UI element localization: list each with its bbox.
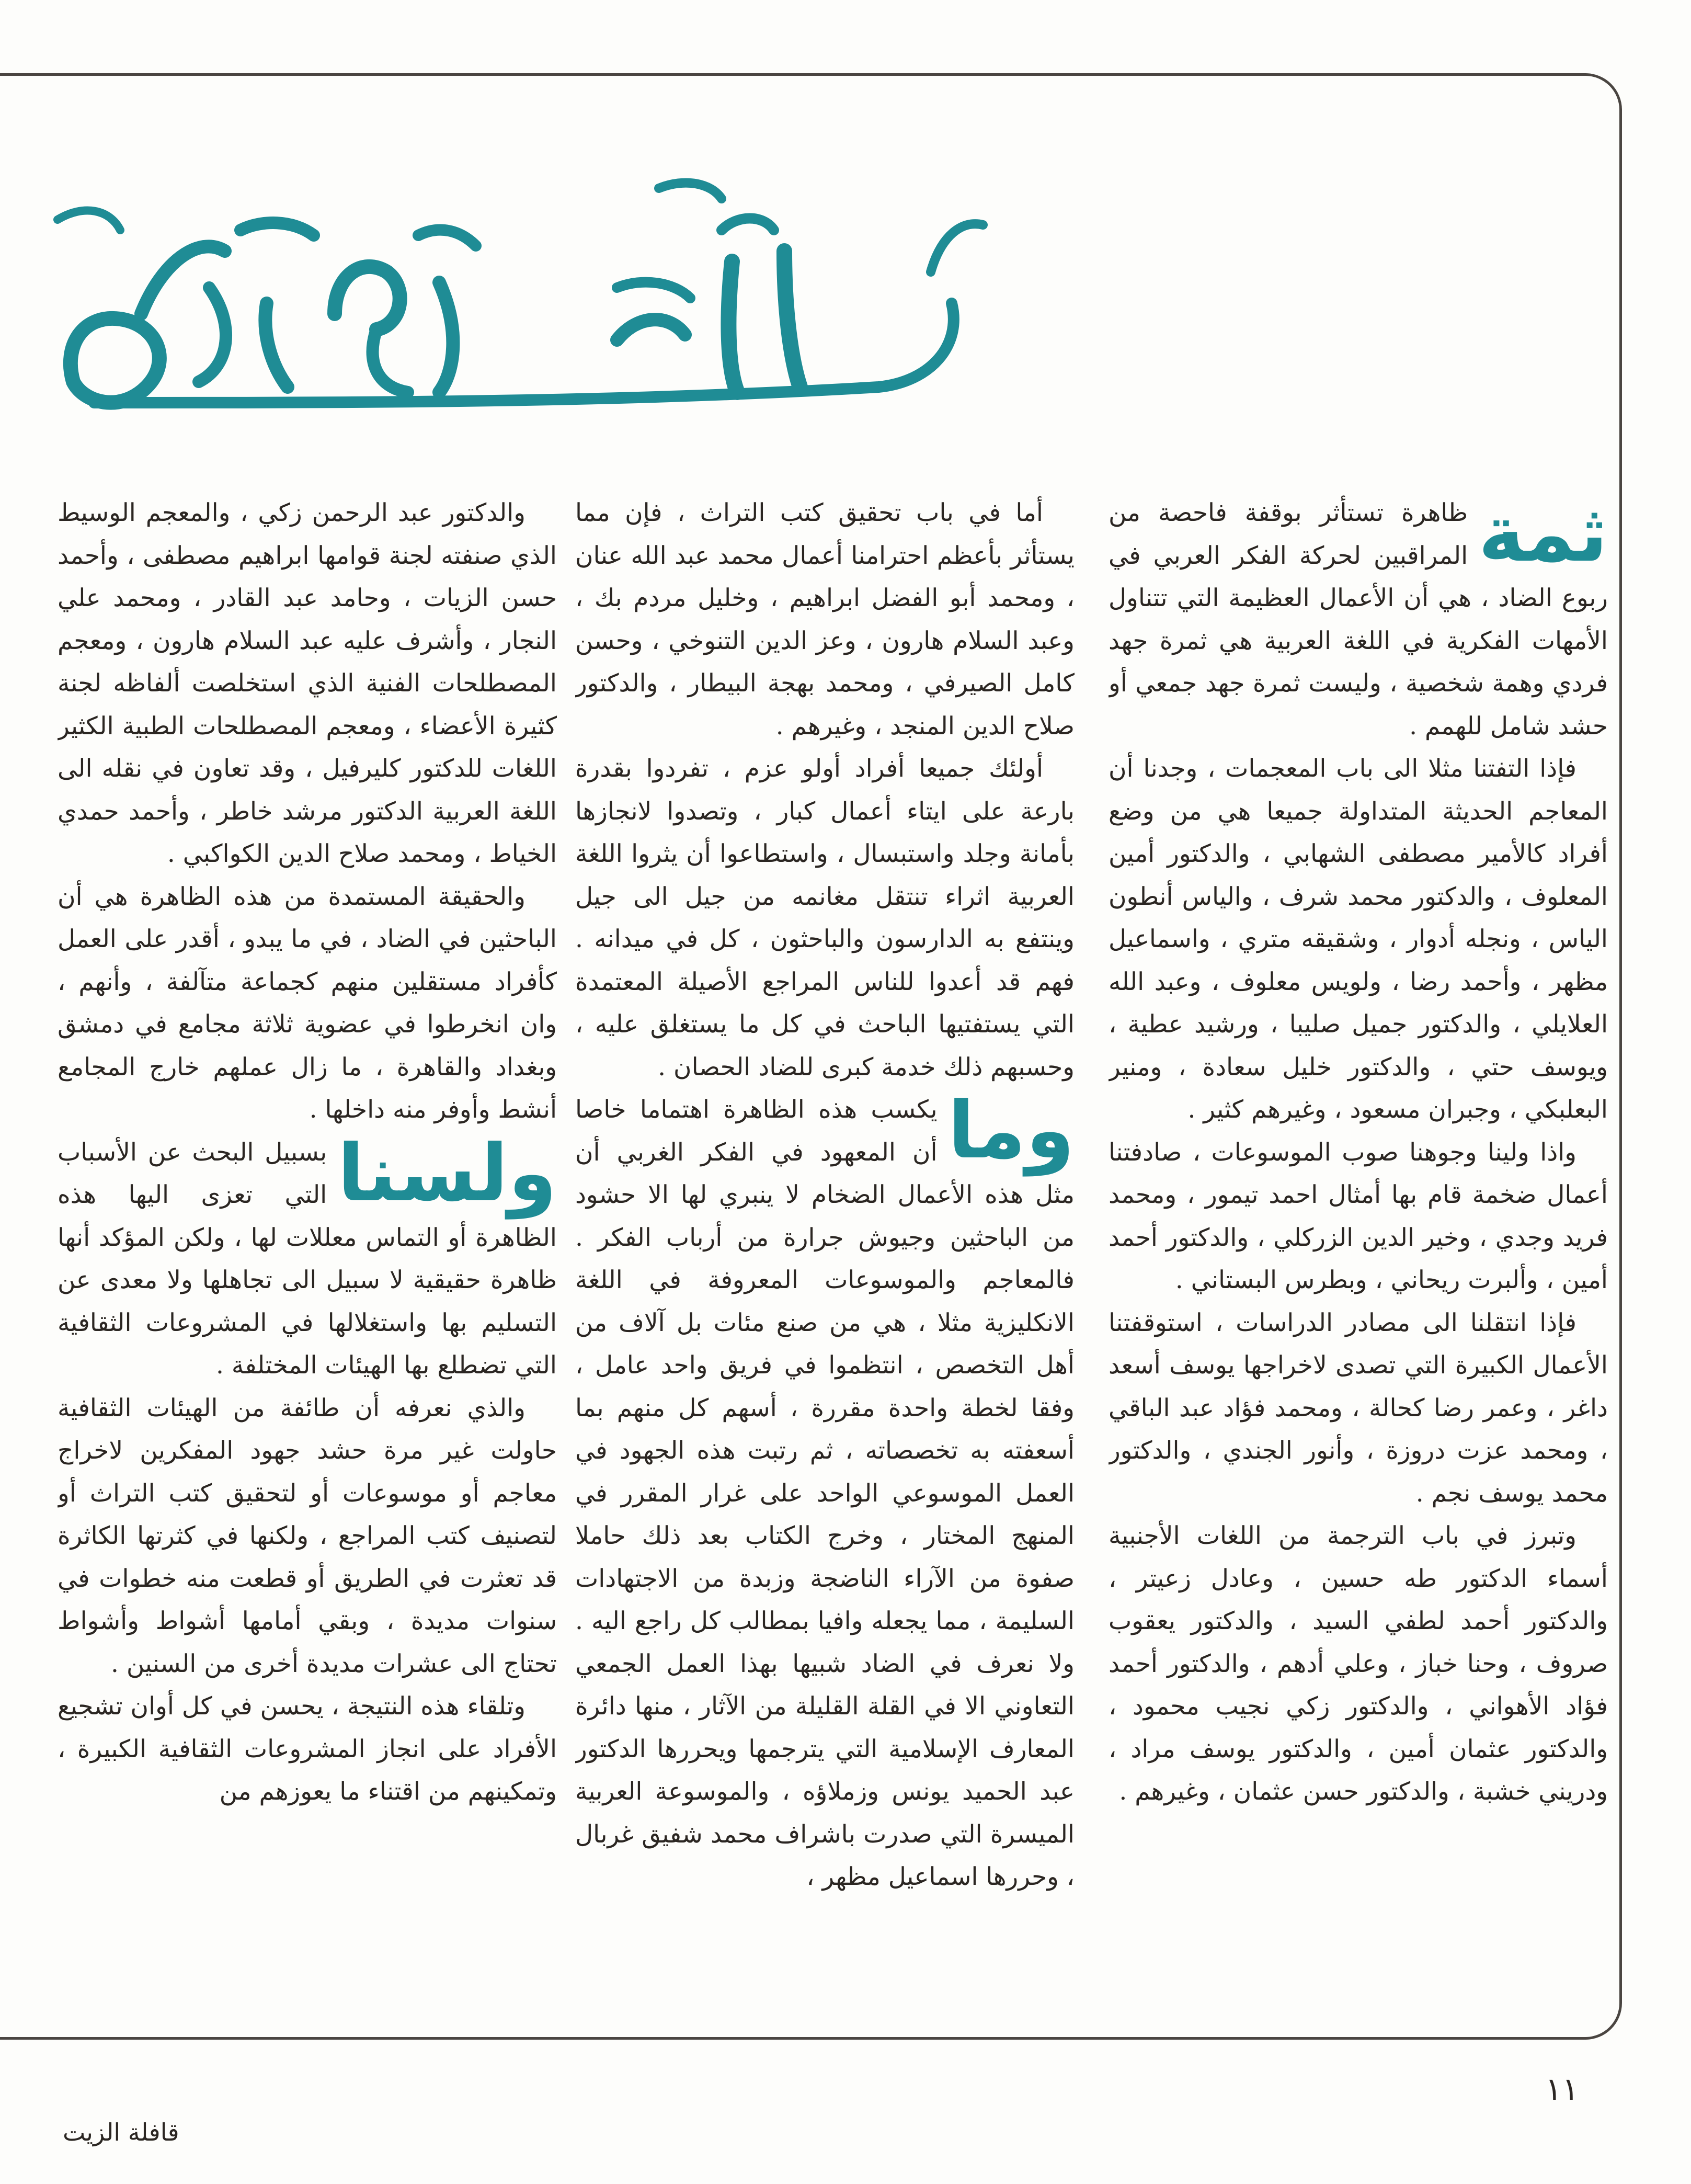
magazine-name: قافلة الزيت bbox=[63, 2118, 179, 2146]
paragraph: والذي نعرفه أن طائفة من الهيئات الثقافية حاولت غير مرة حشد جهود المفكرين لاخراج معاجم أو موسوعات أو لتحقيق كتب التراث أو لتصنيف كتب المراجع ، ولكنها في كثرتها الكاثرة قد تعثرت في الطريق أو قطعت منه خطوات في سنوات مديدة ، وبقي أمامها أشواط وأشواط تحتاج الى عشرات مديدة أخرى من السنين . bbox=[58, 1393, 557, 1678]
paragraph: والحقيقة المستمدة من هذه الظاهرة هي أن الباحثين في الضاد ، في ما يبدو ، أقدر على العمل كأفراد مستقلين منهم كجماعة متآلفة ، وأنهم ، وان انخرطوا في عضوية ثلاثة مجامع في دمشق وبغداد والقاهرة ، ما زال عملهم خارج المجامع أنشط وأوفر منه داخلها . bbox=[58, 882, 557, 1124]
paragraph: أولئك جميعا أفراد أولو عزم ، تفردوا بقدرة بارعة على ايتاء أعمال كبار ، وتصدوا لانجازها بأمانة وجلد واستبسال ، واستطاعوا أن يثروا اللغة العربية اثراء تنتقل مغانمه من جيل الى جيل وينتفع به الدارسون والباحثون ، كل في ميدانه . فهم قد أعدوا للناس المراجع الأصيلة المعتمدة التي يستفتيها الباحث في كل ما يستغلق عليه ، وحسبهم ذلك خدمة كبرى للضاد الحصان . bbox=[575, 754, 1075, 1082]
paragraph: ولسنا بسبيل البحث عن الأسباب التي تعزى اليها هذه الظاهرة أو التماس معللات لها ، ولكن المؤكد أنها ظاهرة حقيقية لا سبيل الى تجاهلها ولا معدى عن التسليم بها واستغلالها في المشروعات الثقافية التي تضطلع بها الهيئات المختلفة . bbox=[58, 1128, 557, 1380]
paragraph: فإذا انتقلنا الى مصادر الدراسات ، استوقفتنا الأعمال الكبيرة التي تصدى لاخراجها يوسف أسعد داغر ، وعمر رضا كحالة ، ومحمد فؤاد عبد الباقي ، ومحمد عزت دروزة ، وأنور الجندي ، والدكتور محمد يوسف نجم . bbox=[1109, 1308, 1608, 1508]
page-number: ١١ bbox=[1545, 2071, 1579, 2108]
drop-cap: ولسنا bbox=[337, 1128, 557, 1219]
paragraph: أما في باب تحقيق كتب التراث ، فإن مما يستأثر بأعظم احترامنا أعمال محمد عبد الله عنان ، ومحمد أبو الفضل ابراهيم ، وخليل مردم بك ، وعبد السلام هارون ، وعز الدين التنوخي ، وحسن كامل الصيرفي ، ومحمد بهجة البيطار ، والدكتور صلاح الدين المنجد ، وغيرهم . bbox=[575, 498, 1075, 741]
paragraph: ثمة ظاهرة تستأثر بوقفة فاحصة من المراقبين لحركة الفكر العربي في ربوع الضاد ، هي أن الأعمال العظيمة التي تتناول الأمهات الفكرية في اللغة العربية هي ثمرة جهد فردي وهمة شخصية ، وليست ثمرة جهد جمعي أو حشد شامل للهمم . bbox=[1109, 492, 1608, 741]
article-column-left bbox=[58, 492, 557, 2008]
article-title bbox=[42, 157, 1035, 450]
paragraph: والدكتور عبد الرحمن زكي ، والمعجم الوسيط الذي صنفته لجنة قوامها ابراهيم مصطفى ، وأحمد حسن الزيات ، وحامد عبد القادر ، ومحمد علي النجار ، وأشرف عليه عبد السلام هارون ، ومعجم المصطلحات الفنية الذي استخلصت ألفاظه لجنة كثيرة الأعضاء ، ومعجم المصطلحات الطبية الكثير اللغات للدكتور كليرفيل ، وقد تعاون في نقله الى اللغة العربية الدكتور مرشد خاطر ، وأحمد حمدي الخياط ، ومحمد صلاح الدين الكواكبي . bbox=[58, 498, 557, 868]
calligraphy-title-art bbox=[42, 157, 1035, 450]
paragraph: وما يكسب هذه الظاهرة اهتماما خاصا أن المعهود في الفكر الغربي أن مثل هذه الأعمال الضخام لا ينبري لها الا حشود من الباحثين وجيوش جرارة من أرباب الفكر . فالمعاجم والموسوعات المعروفة في اللغة الانكليزية مثلا ، هي من صنع مئات بل آلاف من أهل التخصص ، انتظموا في فريق واحد عامل ، وفقا لخطة واحدة مقررة ، أسهم كل منهم بما أسعفته به تخصصاته ، ثم رتبت هذه الجهود في العمل الموسوعي الواحد على غرار المقرر في المنهج المختار ، وخرج الكتاب بعد ذلك حاملا صفوة من الآراء الناضجة وزبدة من الاجتهادات السليمة ، مما يجعله وافيا بمطالب كل راجع اليه . ولا نعرف في الضاد شبيها بهذا العمل الجمعي التعاوني الا في القلة القليلة من الآثار ، منها دائرة المعارف الإسلامية التي يترجمها ويحررها الدكتور عبد الحميد يونس وزملاؤه ، والموسوعة العربية الميسرة التي صدرت باشراف محمد شفيق غربال ، وحررها اسماعيل مظهر ، bbox=[575, 1085, 1075, 1891]
article-column-right bbox=[1109, 492, 1608, 2008]
paragraph: وتلقاء هذه النتيجة ، يحسن في كل أوان تشجيع الأفراد على انجاز المشروعات الثقافية الكبيرة ، وتمكينهم من اقتناء ما يعوزهم من bbox=[58, 1692, 557, 1806]
drop-cap: ثمة bbox=[1478, 492, 1608, 579]
article-column-middle bbox=[575, 492, 1075, 2008]
paragraph: واذا ولينا وجوهنا صوب الموسوعات ، صادفتنا أعمال ضخمة قام بها أمثال احمد تيمور ، ومحمد فريد وجدي ، وخير الدين الزركلي ، والدكتور أحمد أمين ، وألبرت ريحاني ، وبطرس البستاني . bbox=[1109, 1138, 1608, 1294]
drop-cap: وما bbox=[947, 1085, 1075, 1176]
paragraph: فإذا التفتنا مثلا الى باب المعجمات ، وجدنا أن المعاجم الحديثة المتداولة جميعا هي من وضع أفراد كالأمير مصطفى الشهابي ، والدكتور أمين المعلوف ، والدكتور محمد شرف ، والياس أنطون الياس ، ونجله أدوار ، وشقيقه متري ، واسماعيل مظهر ، وأحمد رضا ، ولويس معلوف ، وعبد الله العلايلي ، والدكتور جميل صليبا ، ورشيد عطية ، ويوسف حتي ، والدكتور خليل سعادة ، ومنير البعلبكي ، وجبران مسعود ، وغيرهم كثير . bbox=[1109, 754, 1608, 1124]
paragraph: وتبرز في باب الترجمة من اللغات الأجنبية أسماء الدكتور طه حسين ، وعادل زعيتر ، والدكتور أحمد لطفي السيد ، والدكتور يعقوب صروف ، وحنا خباز ، وعلي أدهم ، والدكتور أحمد فؤاد الأهواني ، والدكتور زكي نجيب محمود ، والدكتور عثمان أمين ، والدكتور يوسف مراد ، ودريني خشبة ، والدكتور حسن عثمان ، وغيرهم . bbox=[1109, 1521, 1608, 1806]
